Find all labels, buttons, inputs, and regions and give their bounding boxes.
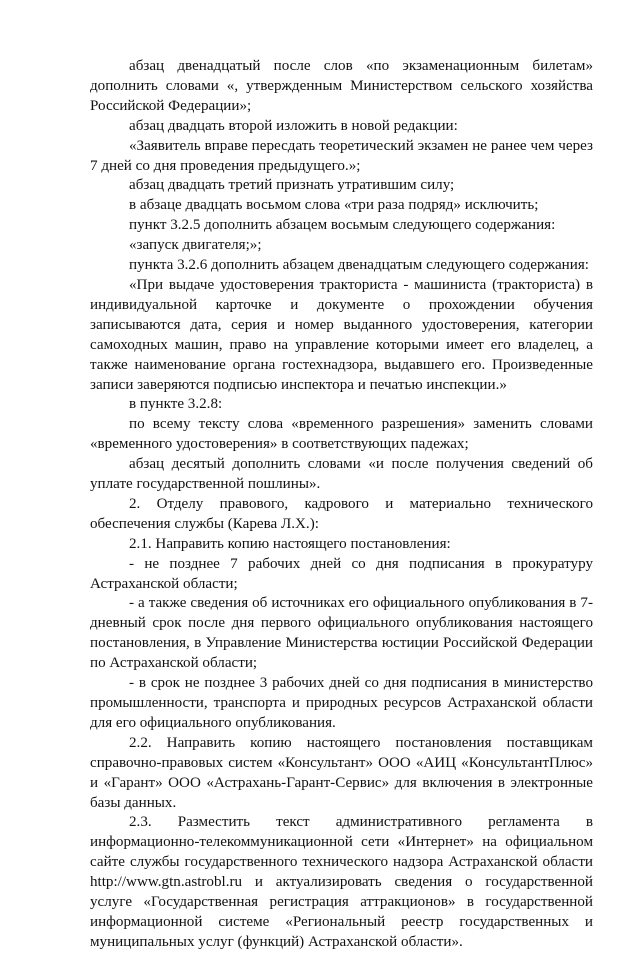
paragraph-1: абзац двенадцатый после слов «по экзаменационным билетам» дополнить словами «, утвержденным Министерством сельского хозяйства Российской Федерации»; xyxy=(90,58,593,114)
paragraph-5: в абзаце двадцать восьмом слова «три раза подряд» исключить; xyxy=(129,197,539,214)
paragraph-17: - в срок не позднее 3 рабочих дней со дня подписания в министерство промышленности, транспорта и природных ресурсов Астраханской области для его официального опубликования. xyxy=(90,675,593,731)
paragraph-15: - не позднее 7 рабочих дней со дня подписания в прокуратуру Астраханской области; xyxy=(90,555,593,592)
paragraph-3: «Заявитель вправе пересдать теоретический экзамен не ранее чем через 7 дней со дня проведения предыдущего.»; xyxy=(90,137,593,174)
paragraph-6: пункт 3.2.5 дополнить абзацем восьмым следующего содержания: xyxy=(129,217,556,234)
paragraph-10: в пункте 3.2.8: xyxy=(129,396,223,413)
paragraph-13: 2. Отделу правового, кадрового и материально технического обеспечения службы (Карева Л.Х.): xyxy=(90,495,593,532)
paragraph-9: «При выдаче удостоверения тракториста - машиниста (тракториста) в индивидуальной карточке и документе о прохождении обучения записываются дата, серия и номер выданного удостоверения, категории самоходных машин, право на управление которыми имеет его владелец, а также наименование органа гостехнадзора, выдавшего его. Произведенные записи заверяются подписью инспектора и печатью инспекции.» xyxy=(90,276,593,393)
paragraph-11: по всему тексту слова «временного разрешения» заменить словами «временного удостоверения» в соответствующих падежах; xyxy=(90,416,593,453)
paragraph-8: пункта 3.2.6 дополнить абзацем двенадцатым следующего содержания: xyxy=(129,257,589,274)
paragraph-19: 2.3. Разместить текст административного регламента в информационно-телекоммуникационной сети «Интернет» на официальном сайте службы государственного технического надзора Астраханской области http://www.gtn.astrobl.ru и актуализировать сведения о государственной услуге «Государственная регистрация аттракционов» в государственной информационной системе «Региональный реестр государственных и муниципальных услуг (функций) Астраханской области». xyxy=(90,814,593,950)
paragraph-18: 2.2. Направить копию настоящего постановления поставщикам справочно-правовых систем «Консультант» ООО «АИЦ «КонсультантПлюс» и «Гарант» ООО «Астрахань-Гарант-Сервис» для включения в электронные базы данных. xyxy=(90,734,593,811)
document-page xyxy=(90,57,593,953)
paragraph-12: абзац десятый дополнить словами «и после получения сведений об уплате государственной пошлины». xyxy=(90,456,593,493)
paragraph-4: абзац двадцать третий признать утратившим силу; xyxy=(129,177,455,194)
paragraph-2: абзац двадцать второй изложить в новой редакции: xyxy=(129,117,458,134)
paragraph-16: - а также сведения об источниках его официального опубликования в 7-дневный срок после дня первого официального опубликования настоящего постановления, в Управление Министерства юстиции Российской Федерации по Астраханской области; xyxy=(90,595,593,672)
paragraph-14: 2.1. Направить копию настоящего постановления: xyxy=(129,535,451,552)
paragraph-7: «запуск двигателя;»; xyxy=(129,237,262,254)
